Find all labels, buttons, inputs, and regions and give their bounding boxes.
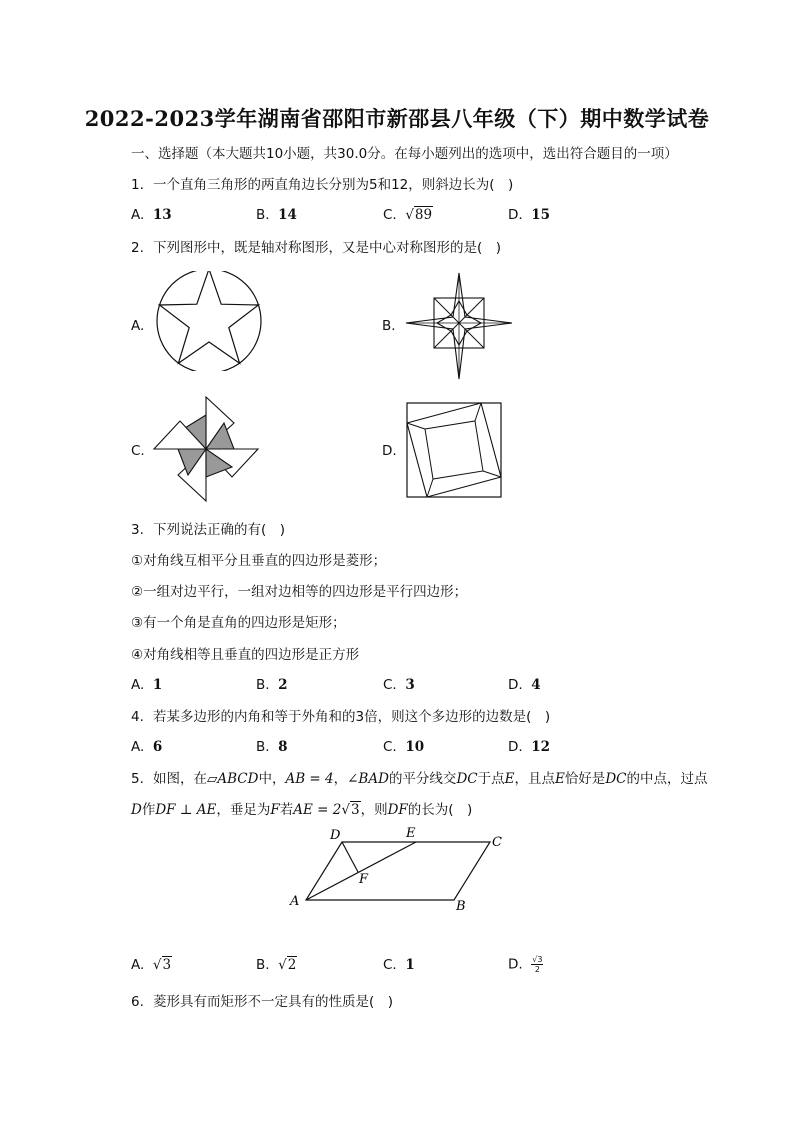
figure-pinwheel [150,393,262,505]
question-6-text: 菱形具有而矩形不一定具有的性质是( ) [153,994,394,1010]
question-2-option-b-label: B. [382,318,396,334]
question-5-option-d: D. $\frac{√3}{2}$ [508,955,543,974]
label-f: F [359,872,369,887]
question-2-text: 下列图形中，既是轴对称图形，又是中心对称图形的是( ) [153,240,502,256]
question-3-option-d: D. 4 [508,677,541,693]
question-5-option-a: A. √3 [131,957,172,973]
question-1-option-d: D. 15 [508,207,551,223]
question-2-option-d-label: D. [382,443,397,459]
figure-eight-point-star [402,271,514,381]
question-5-line-2: D作DF ⊥ AE，垂足为F若AE = 2√3，则DF的长为( ) [131,802,473,818]
figure-square-in-square [405,401,503,499]
question-1-option-a: A. 13 [131,207,172,223]
question-3-option-c: C. 3 [383,677,415,693]
label-b: B [456,899,466,914]
label-d: D [330,828,341,843]
label-e: E [406,826,416,841]
question-4-text: 若某多边形的内角和等于外角和的3倍，则这个多边形的边数是( ) [153,709,551,725]
label-c: C [492,835,502,850]
question-4-option-a: A. 6 [131,739,163,755]
question-6-number: 6. [131,994,144,1010]
figure-parallelogram [288,826,508,914]
question-3-statement-3: ③有一个角是直角的四边形是矩形； [131,615,346,631]
question-2-number: 2. [131,240,144,256]
question-5-line-1: 如图，在▱ABCD中，AB = 4，∠BAD的平分线交DC于点E，且点E恰好是DC的中点，过点 [153,771,708,787]
question-1-text: 一个直角三角形的两直角边长分别为5和12，则斜边长为( ) [153,177,514,193]
question-4-option-d: D. 12 [508,739,551,755]
question-3-statement-4: ④对角线相等且垂直的四边形是正方形 [131,647,360,663]
section-heading: 一、选择题（本大题共10小题，共30.0分。在每小题列出的选项中，选出符合题目的一项） [131,146,678,162]
question-4-option-b: B. 8 [256,739,288,755]
question-1-option-c: C. √89 [383,207,433,223]
question-3-statement-2: ②一组对边平行，一组对边相等的四边形是平行四边形； [131,584,468,600]
question-4-number: 4. [131,709,144,725]
question-5-number: 5. [131,771,144,787]
figure-star-in-circle [153,271,265,371]
question-2-option-c-label: C. [131,443,145,459]
question-5-option-c: C. 1 [383,957,415,973]
question-3-option-a: A. 1 [131,677,163,693]
question-3-statement-1: ①对角线互相平分且垂直的四边形是菱形； [131,553,387,569]
question-3-text: 下列说法正确的有( ) [153,522,286,538]
question-3-number: 3. [131,522,144,538]
page-title: 2022-2023学年湖南省邵阳市新邵县八年级（下）期中数学试卷 [84,106,710,131]
question-2-option-a-label: A. [131,318,145,334]
question-1-number: 1. [131,177,144,193]
question-5-option-b: B. √2 [256,957,297,973]
question-3-option-b: B. 2 [256,677,288,693]
label-a: A [290,894,300,909]
question-1-option-b: B. 14 [256,207,297,223]
question-4-option-c: C. 10 [383,739,425,755]
